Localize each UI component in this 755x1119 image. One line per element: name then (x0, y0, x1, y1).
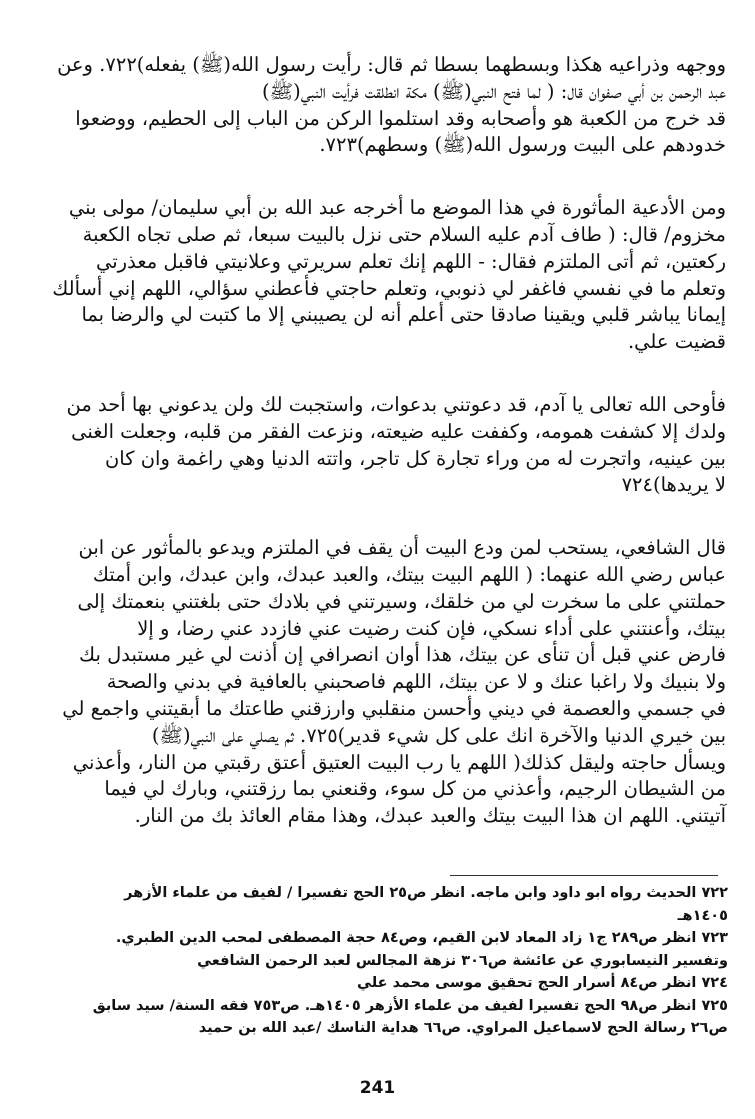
text-line: ووجهه وذراعيه هكذا وبسطهما بسطا ثم قال: رأيت رسول الله(ﷺ) يفعله)٧٢٢. وعن (57, 53, 726, 76)
text-line: حملتني على ما سخرت لي من خلقك، وسيرتني في بلادك حتى بلغتني بنعمتك إلى (77, 589, 726, 613)
text-line: بين عينيه، واتجرت له من وراء تجارة كل تاجر، واتته الدنيا وهي راغمة وان كان (104, 446, 726, 470)
text-line: في جسمي والعصمة في ديني وأحسن منقلبي وارزقني طاعتك ما أبقيتني واجمع لي (62, 696, 726, 720)
text-line: عباس رضي الله عنهما: ( اللهم البيت بيتك، والعبد عبدك، وابن عبدك، وابن أمتك (92, 562, 726, 586)
main-text (52, 52, 726, 830)
text-line: لا يريدها)٧٢٤ (621, 473, 726, 497)
footnote-line: ٧٢٢ الحديث رواه ابو داود وابن ماجه. انظر ص٢٥ الحج تفسيرا / لفيف من علماء الأزهر (124, 885, 728, 901)
text-line: بين خيري الدنيا والآخرة انك على كل شيء قدير)٧٢٥. ثم يصلي على النبي(ﷺ) (151, 723, 726, 747)
footnote-line: ٧٢٤ انظر ص٨٤ أسرار الحج تحقيق موسى محمد علي (357, 975, 728, 991)
page-number: 241 (359, 1078, 396, 1098)
text-line: قضيت علي. (627, 330, 726, 354)
text-line: فارض عني قبل أن تنأى عن بيتك، هذا أوان انصرافي إن أذنت لي غير مستبدل بك (79, 643, 726, 667)
text-line: قال الشافعي، يستحب لمن ودع البيت أن يقف في الملتزم ويدعو بالمأثور عن ابن (78, 536, 726, 560)
footnote-725 (92, 995, 728, 1040)
paragraph-adam-prayer (52, 195, 726, 356)
text-line: آتيتني. اللهم ان هذا البيت بيتك والعبد عبدك، وهذا مقام العائذ بك من النار. (134, 804, 726, 828)
text-line: وتعلم ما في نفسي فاغفر لي ذنوبي، وتعلم حاجتي فأعطني سؤالي، اللهم إني أسألك (52, 276, 726, 300)
footnote-line: ص٢٦ رسالة الحج لاسماعيل المراوي. ص٦٦ هداية الناسك /عبد الله بن حميد (198, 1020, 728, 1036)
text-line: مخزوم/ قال: ( طاف آدم عليه السلام حتى نزل بالبيت سبعا، ثم صلى تجاه الكعبة (82, 222, 726, 246)
paragraph-hadith-kaaba (57, 52, 726, 159)
text-line: إيمانا يباشر قلبي ويقينا صادقا حتى أعلم أنه لن يصيبني إلا ما كتبت لي والرضا بما (81, 303, 726, 327)
text-line: ولا بنبيك ولا راغبا عنك و لا عن بيتك، اللهم فاصحبني بالعافية في بدني والصحة (106, 670, 726, 694)
footnote-line: ٧٢٣ انظر ص٢٨٩ ج١ زاد المعاد لابن القيم، وص٨٤ حجة المصطفى لمحب الدين الطبري. (115, 930, 728, 946)
footnote-723 (100, 927, 728, 972)
footnote-line: ١٤٠٥هـ (677, 907, 728, 924)
paragraph-shafii-farewell (62, 535, 726, 830)
text-line: قد خرج من الكعبة هو وأصحابه وقد استلموا الركن من الباب إلى الحطيم، ووضعوا (75, 106, 726, 130)
paragraph-divine-response (66, 392, 726, 499)
text-line: ولدك إلا كشفت همومه، وكففت عليه ضيعته، ونزعت الفقر من قلبه، وجعلت الغنى (71, 419, 726, 443)
footnote-divider (450, 875, 718, 876)
text-line: فأوحى الله تعالى يا آدم، قد دعوتني بدعوات، واستجبت لك ولن يدعوني بها أحد من (66, 392, 726, 416)
footnote-line: وتفسير النيسابوري عن عائشة ص٣٠٦ نزهة المجالس لعبد الرحمن الشافعي (197, 952, 728, 969)
text-line: ركعتين، ثم أتى الملتزم فقال: - اللهم إنك تعلم سريرتي وعلانيتي فاقبل معذرتي (95, 249, 726, 273)
footnote-722 (100, 882, 728, 927)
text-line: ويسأل حاجته وليقل كذلك( اللهم يا رب البيت العتيق أعتق رقبتي من النار، وأعذني (72, 750, 726, 774)
text-line: خدودهم على البيت ورسول الله(ﷺ) وسطهم)٧٢٣. (319, 133, 726, 157)
footnote-724 (100, 972, 728, 995)
text-line: عبد الرحمن بن أبي صفوان قال: ( لما فتح النبي(ﷺ) مكة انطلقت فرأيت النبي(ﷺ) (261, 79, 726, 103)
text-line: ومن الأدعية المأثورة في هذا الموضع ما أخرجه عبد الله بن أبي سليمان/ مولى بني (68, 196, 726, 220)
text-line: من الشيطان الرجيم، وأعذني من كل سوء، وقنعني بما رزقتني، وبارك لي فيما (104, 777, 726, 801)
footnote-line: ٧٢٥ انظر ص٩٨ الحج تفسيرا لفيف من علماء الأزهر ١٤٠٥هـ. ص٧٥٣ فقه السنة/ سيد سابق (92, 997, 728, 1014)
footnotes (92, 882, 728, 1040)
text-line: بيتك، وأعنتني على أداء نسكي، فإن كنت رضيت عني فازدد عني رضا، و إلا (137, 616, 726, 640)
